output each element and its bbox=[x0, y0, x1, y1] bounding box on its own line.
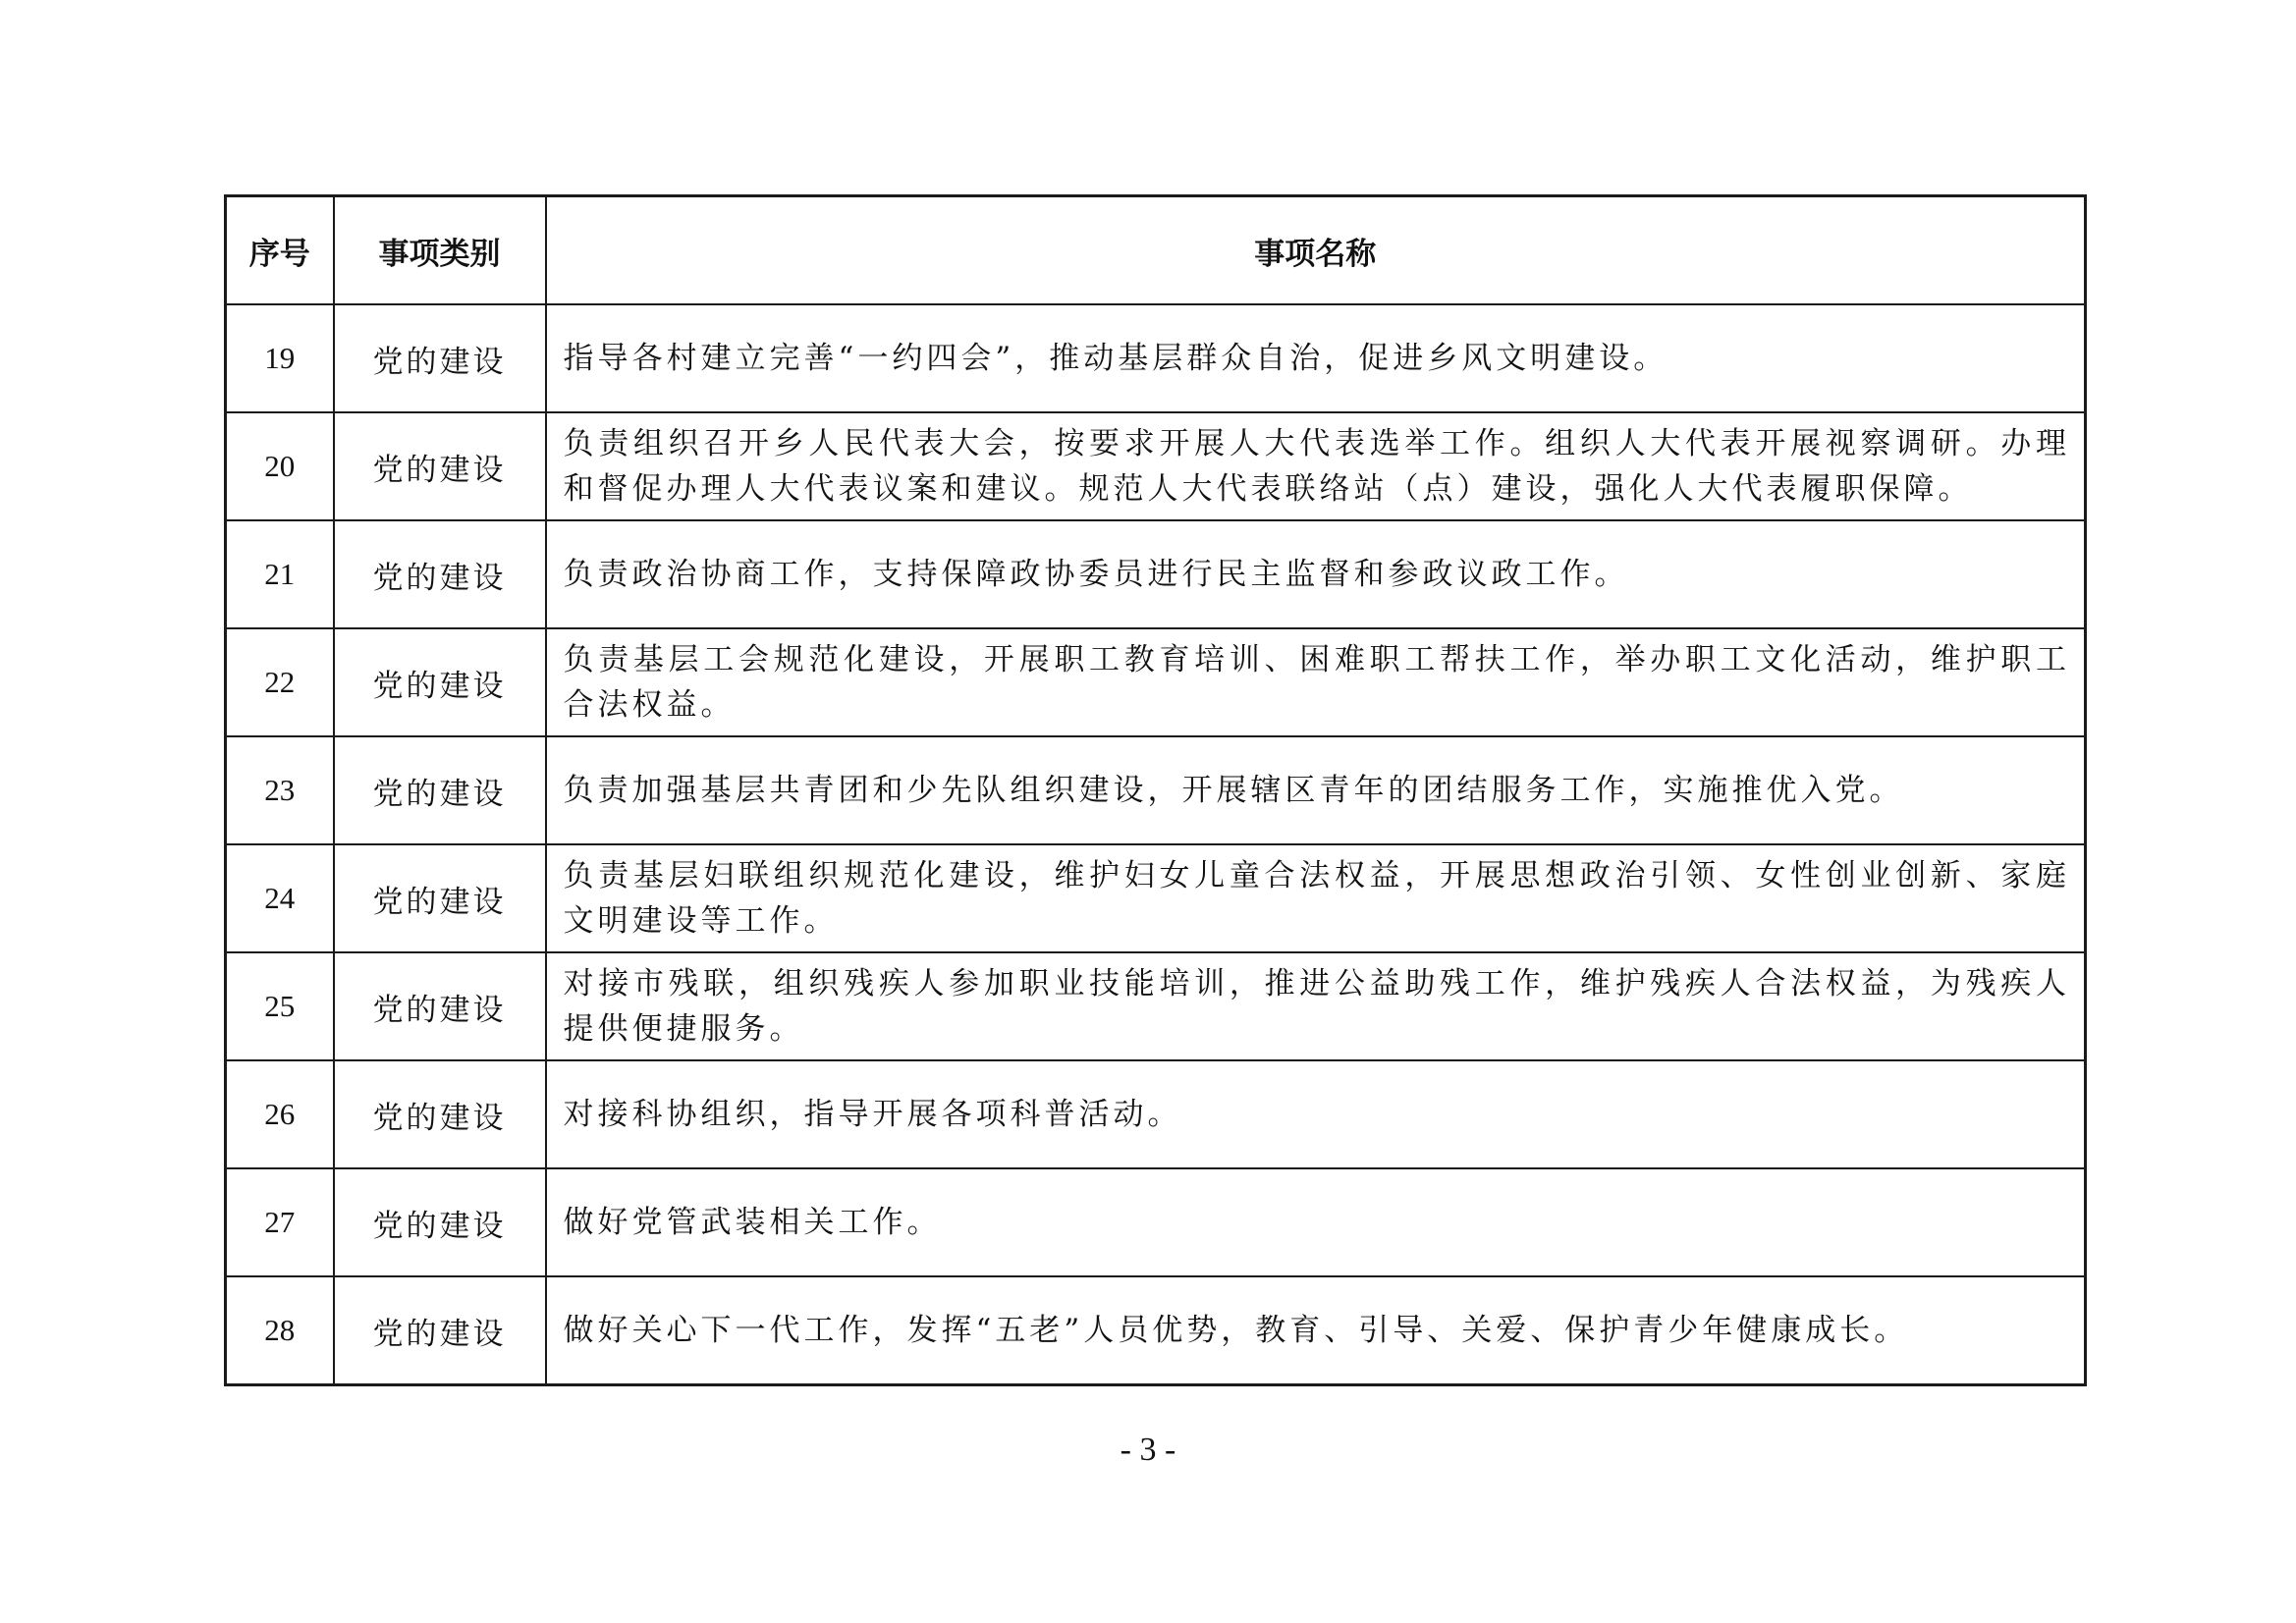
row-name: 负责基层工会规范化建设，开展职工教育培训、困难职工帮扶工作，举办职工文化活动，维护职工合法权益。 bbox=[546, 628, 2086, 736]
row-category: 党的建设 bbox=[334, 1276, 546, 1385]
row-category: 党的建设 bbox=[334, 304, 546, 412]
row-category: 党的建设 bbox=[334, 736, 546, 844]
row-seq: 21 bbox=[226, 520, 334, 628]
table-header-row bbox=[226, 196, 2086, 305]
row-category: 党的建设 bbox=[334, 952, 546, 1060]
header-seq: 序号 bbox=[226, 196, 334, 305]
row-category: 党的建设 bbox=[334, 844, 546, 952]
table-row bbox=[226, 304, 2086, 412]
row-name: 对接科协组织，指导开展各项科普活动。 bbox=[546, 1060, 2086, 1168]
table-row bbox=[226, 952, 2086, 1060]
table-row bbox=[226, 736, 2086, 844]
row-name: 负责组织召开乡人民代表大会，按要求开展人大代表选举工作。组织人大代表开展视察调研。办理和督促办理人大代表议案和建议。规范人大代表联络站（点）建设，强化人大代表履职保障。 bbox=[546, 412, 2086, 520]
row-seq: 22 bbox=[226, 628, 334, 736]
table-row bbox=[226, 520, 2086, 628]
matters-table bbox=[224, 194, 2087, 1386]
table-row bbox=[226, 1168, 2086, 1276]
row-category: 党的建设 bbox=[334, 1060, 546, 1168]
row-seq: 26 bbox=[226, 1060, 334, 1168]
row-seq: 24 bbox=[226, 844, 334, 952]
row-category: 党的建设 bbox=[334, 1168, 546, 1276]
table-row bbox=[226, 1060, 2086, 1168]
row-name: 指导各村建立完善“一约四会”，推动基层群众自治，促进乡风文明建设。 bbox=[546, 304, 2086, 412]
table-row bbox=[226, 412, 2086, 520]
table-row bbox=[226, 628, 2086, 736]
page-number: - 3 - bbox=[1120, 1432, 1176, 1468]
row-name: 负责政治协商工作，支持保障政协委员进行民主监督和参政议政工作。 bbox=[546, 520, 2086, 628]
header-name: 事项名称 bbox=[546, 196, 2086, 305]
table-row bbox=[226, 1276, 2086, 1385]
row-name: 对接市残联，组织残疾人参加职业技能培训，推进公益助残工作，维护残疾人合法权益，为残疾人提供便捷服务。 bbox=[546, 952, 2086, 1060]
row-category: 党的建设 bbox=[334, 520, 546, 628]
row-seq: 28 bbox=[226, 1276, 334, 1385]
row-seq: 20 bbox=[226, 412, 334, 520]
row-name: 负责加强基层共青团和少先队组织建设，开展辖区青年的团结服务工作，实施推优入党。 bbox=[546, 736, 2086, 844]
row-seq: 23 bbox=[226, 736, 334, 844]
row-seq: 27 bbox=[226, 1168, 334, 1276]
row-name: 做好关心下一代工作，发挥“五老”人员优势，教育、引导、关爱、保护青少年健康成长。 bbox=[546, 1276, 2086, 1385]
row-name: 做好党管武装相关工作。 bbox=[546, 1168, 2086, 1276]
row-category: 党的建设 bbox=[334, 412, 546, 520]
row-category: 党的建设 bbox=[334, 628, 546, 736]
table-row bbox=[226, 844, 2086, 952]
header-category: 事项类别 bbox=[334, 196, 546, 305]
row-seq: 25 bbox=[226, 952, 334, 1060]
row-name: 负责基层妇联组织规范化建设，维护妇女儿童合法权益，开展思想政治引领、女性创业创新、家庭文明建设等工作。 bbox=[546, 844, 2086, 952]
row-seq: 19 bbox=[226, 304, 334, 412]
